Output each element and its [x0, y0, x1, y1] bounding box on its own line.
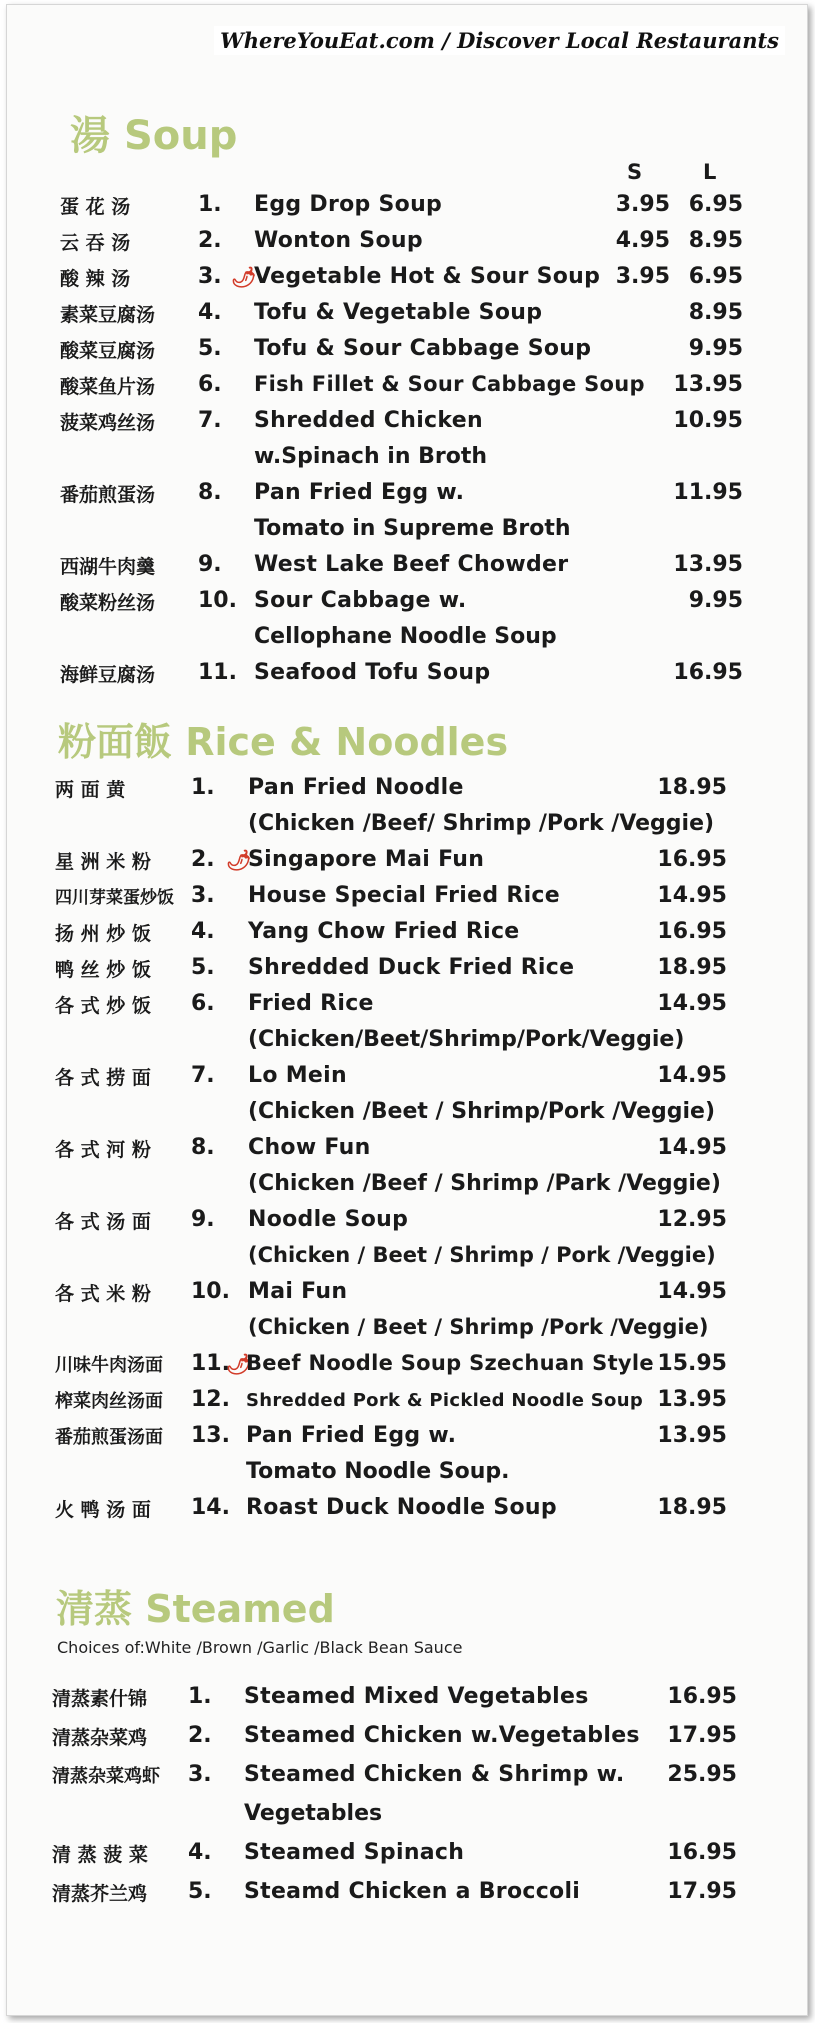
item-number: 10.	[198, 588, 237, 613]
item-chinese-name: 清 蒸 菠 菜	[52, 1844, 148, 1866]
item-chinese-name: 各 式 捞 面	[55, 1067, 151, 1089]
item-chinese-name: 蛋 花 汤	[60, 196, 131, 218]
item-chinese-name: 两 面 黄	[55, 779, 126, 801]
menu-item	[0, 1063, 815, 1099]
item-number: 8.	[191, 1135, 215, 1160]
menu-item	[0, 1207, 815, 1243]
item-name: Tofu & Vegetable Soup	[254, 300, 543, 325]
item-price: 14.95	[657, 991, 727, 1016]
menu-item	[0, 1879, 815, 1915]
menu-item	[0, 1135, 815, 1171]
item-name-continued: Tomato in Supreme Broth	[254, 516, 571, 541]
item-number: 3.	[191, 883, 215, 908]
item-name-continued: (Chicken/Beet/Shrimp/Pork/Veggie)	[248, 1027, 685, 1052]
item-price: 18.95	[657, 775, 727, 800]
site-watermark: WhereYouEat.com / Discover Local Restaurants	[214, 26, 785, 55]
item-price-small: 3.95	[615, 192, 670, 217]
menu-item	[0, 552, 815, 588]
item-chinese-name: 酸菜鱼片汤	[60, 376, 156, 398]
item-name: Steamed Chicken w.Vegetables	[244, 1723, 640, 1748]
item-chinese-name: 各 式 河 粉	[55, 1139, 151, 1161]
noodles-title-zh: 粉面飯	[58, 719, 173, 764]
item-price: 16.95	[657, 919, 727, 944]
item-number: 2.	[188, 1723, 212, 1748]
item-number: 5.	[198, 336, 222, 361]
item-number: 10.	[191, 1279, 230, 1304]
item-price-large: 11.95	[673, 480, 743, 505]
item-name: Noodle Soup	[248, 1207, 409, 1232]
menu-item	[0, 480, 815, 516]
item-price-small: 4.95	[615, 228, 670, 253]
item-price: 14.95	[657, 1279, 727, 1304]
item-price-large: 6.95	[688, 264, 743, 289]
soup-title-en: Soup	[123, 113, 238, 159]
item-name: Shredded Pork & Pickled Noodle Soup	[246, 1390, 644, 1411]
menu-item	[0, 1495, 815, 1531]
item-name: Singapore Mai Fun	[248, 847, 485, 872]
item-name-continued: (Chicken /Beef / Shrimp /Park /Veggie)	[248, 1171, 721, 1196]
item-name: Mai Fun	[248, 1279, 348, 1304]
item-name-continued: (Chicken / Beet / Shrimp /Pork /Veggie)	[248, 1315, 709, 1339]
menu-item	[0, 192, 815, 228]
item-chinese-name: 星 洲 米 粉	[55, 851, 151, 873]
item-chinese-name: 火 鸭 汤 面	[55, 1499, 151, 1521]
item-number: 3.	[198, 264, 222, 289]
item-number: 14.	[191, 1495, 230, 1520]
item-name-continued: w.Spinach in Broth	[254, 444, 488, 469]
item-number: 4.	[188, 1840, 212, 1865]
item-chinese-name: 西湖牛肉羹	[60, 556, 156, 578]
size-small-header: S	[627, 160, 643, 184]
menu-item	[0, 883, 815, 919]
item-number: 2.	[198, 228, 222, 253]
menu-item	[0, 300, 815, 336]
item-price-large: 13.95	[673, 552, 743, 577]
item-chinese-name: 清蒸素什锦	[52, 1688, 148, 1710]
item-price: 16.95	[657, 847, 727, 872]
noodles-section-title	[58, 711, 508, 766]
item-chinese-name: 榨菜肉丝汤面	[55, 1391, 163, 1412]
menu-item	[0, 1762, 815, 1798]
item-number: 3.	[188, 1762, 212, 1787]
item-price-large: 13.95	[673, 372, 743, 397]
item-name-continued: Tomato Noodle Soup.	[246, 1459, 510, 1484]
item-chinese-name: 鸭 丝 炒 饭	[55, 959, 151, 981]
steamed-title-zh: 清蒸	[56, 1586, 133, 1631]
item-price-large: 9.95	[688, 336, 743, 361]
sauce-choices-note: Choices of:White /Brown /Garlic /Black Bean Sauce	[57, 1638, 463, 1657]
item-number: 6.	[191, 991, 215, 1016]
item-number: 11.	[191, 1351, 230, 1376]
item-number: 7.	[198, 408, 222, 433]
item-price-large: 8.95	[688, 300, 743, 325]
item-chinese-name: 各 式 炒 饭	[55, 995, 151, 1017]
item-name: Chow Fun	[248, 1135, 371, 1160]
item-name: Sour Cabbage w.	[254, 588, 467, 613]
menu-item	[0, 1279, 815, 1315]
item-name-continued: (Chicken /Beef/ Shrimp /Pork /Veggie)	[248, 811, 715, 836]
item-name: Steamed Chicken & Shrimp w.	[244, 1762, 625, 1787]
item-chinese-name: 各 式 汤 面	[55, 1211, 151, 1233]
item-chinese-name: 菠菜鸡丝汤	[60, 412, 156, 434]
item-name: House Special Fried Rice	[248, 883, 560, 908]
item-price: 18.95	[657, 955, 727, 980]
menu-item	[0, 408, 815, 444]
item-chinese-name: 清蒸芥兰鸡	[52, 1883, 148, 1905]
item-chinese-name: 番茄煎蛋汤	[60, 484, 156, 506]
menu-item	[0, 1423, 815, 1459]
menu-item	[0, 991, 815, 1027]
item-name-continued: (Chicken / Beet / Shrimp / Pork /Veggie)	[248, 1243, 716, 1267]
item-number: 1.	[198, 192, 222, 217]
item-name: Seafood Tofu Soup	[254, 660, 491, 685]
menu-item	[0, 1723, 815, 1759]
item-name: Yang Chow Fried Rice	[248, 919, 520, 944]
item-chinese-name: 扬 州 炒 饭	[55, 923, 151, 945]
item-name: Steamed Mixed Vegetables	[244, 1684, 589, 1709]
item-chinese-name: 海鲜豆腐汤	[60, 664, 156, 686]
steamed-section-title	[56, 1578, 335, 1633]
item-number: 9.	[191, 1207, 215, 1232]
item-number: 4.	[191, 919, 215, 944]
item-price-large: 8.95	[688, 228, 743, 253]
item-price: 15.95	[657, 1351, 727, 1376]
chili-pepper-icon: 🌶︎	[226, 1352, 252, 1376]
item-number: 4.	[198, 300, 222, 325]
item-name: Shredded Chicken	[254, 408, 483, 433]
menu-item	[0, 847, 815, 883]
item-number: 11.	[198, 660, 237, 685]
item-price: 14.95	[657, 1063, 727, 1088]
menu-item	[0, 955, 815, 991]
soup-title-zh: 湯	[70, 112, 110, 159]
item-name: Tofu & Sour Cabbage Soup	[254, 336, 592, 361]
item-price: 25.95	[667, 1762, 737, 1787]
chili-pepper-icon: 🌶︎	[226, 848, 252, 872]
item-number: 2.	[191, 847, 215, 872]
item-price-large: 6.95	[688, 192, 743, 217]
item-name: Pan Fried Egg w.	[254, 480, 465, 505]
item-price-small: 3.95	[615, 264, 670, 289]
item-chinese-name: 四川芽菜蛋炒饭	[55, 888, 174, 908]
item-name: Roast Duck Noodle Soup	[246, 1495, 557, 1520]
item-number: 5.	[191, 955, 215, 980]
menu-item	[0, 228, 815, 264]
item-price-large: 9.95	[688, 588, 743, 613]
menu-item	[0, 919, 815, 955]
item-price-large: 10.95	[673, 408, 743, 433]
item-chinese-name: 川味牛肉汤面	[55, 1355, 163, 1376]
item-number: 6.	[198, 372, 222, 397]
menu-item	[0, 264, 815, 300]
item-name: Pan Fried Noodle	[248, 775, 464, 800]
item-name: Shredded Duck Fried Rice	[248, 955, 575, 980]
item-name: Fried Rice	[248, 991, 374, 1016]
menu-item	[0, 372, 815, 408]
item-name-continued: Vegetables	[244, 1801, 383, 1826]
item-name-continued: Cellophane Noodle Soup	[254, 624, 557, 649]
item-price: 18.95	[657, 1495, 727, 1520]
soup-section-title	[70, 104, 237, 161]
item-chinese-name: 酸 辣 汤	[60, 268, 131, 290]
item-number: 13.	[191, 1423, 230, 1448]
item-chinese-name: 清蒸杂菜鸡	[52, 1727, 148, 1749]
item-number: 8.	[198, 480, 222, 505]
item-price: 17.95	[667, 1723, 737, 1748]
menu-item	[0, 660, 815, 696]
item-name: Lo Mein	[248, 1063, 347, 1088]
item-name: Steamed Spinach	[244, 1840, 465, 1865]
item-number: 5.	[188, 1879, 212, 1904]
size-large-header: L	[703, 160, 717, 184]
menu-item	[0, 1387, 815, 1423]
item-number: 12.	[191, 1387, 230, 1412]
item-price: 12.95	[657, 1207, 727, 1232]
menu-item	[0, 336, 815, 372]
item-chinese-name: 番茄煎蛋汤面	[55, 1427, 163, 1448]
item-name: Pan Fried Egg w.	[246, 1423, 457, 1448]
item-price-large: 16.95	[673, 660, 743, 685]
item-price: 16.95	[667, 1684, 737, 1709]
item-name: Steamd Chicken a Broccoli	[244, 1879, 581, 1904]
menu-item	[0, 775, 815, 811]
item-price: 13.95	[657, 1423, 727, 1448]
noodles-title-en: Rice & Noodles	[185, 720, 509, 764]
item-chinese-name: 云 吞 汤	[60, 232, 131, 254]
chili-pepper-icon: 🌶︎	[231, 265, 257, 289]
item-name: Beef Noodle Soup Szechuan Style	[246, 1351, 654, 1375]
item-name: Egg Drop Soup	[254, 192, 443, 217]
item-name: Vegetable Hot & Sour Soup	[254, 264, 601, 289]
item-name: West Lake Beef Chowder	[254, 552, 569, 577]
item-price: 16.95	[667, 1840, 737, 1865]
item-chinese-name: 酸菜粉丝汤	[60, 592, 156, 614]
item-chinese-name: 酸菜豆腐汤	[60, 340, 156, 362]
item-number: 9.	[198, 552, 222, 577]
item-number: 1.	[191, 775, 215, 800]
item-chinese-name: 清蒸杂菜鸡虾	[52, 1766, 160, 1787]
menu-item	[0, 588, 815, 624]
steamed-title-en: Steamed	[145, 1587, 335, 1631]
item-name-continued: (Chicken /Beet / Shrimp/Pork /Veggie)	[248, 1099, 716, 1124]
item-price: 13.95	[657, 1387, 727, 1412]
menu-item	[0, 1840, 815, 1876]
item-chinese-name: 各 式 米 粉	[55, 1283, 151, 1305]
item-chinese-name: 素菜豆腐汤	[60, 304, 156, 326]
menu-item	[0, 1684, 815, 1720]
item-name: Fish Fillet & Sour Cabbage Soup	[254, 372, 645, 396]
item-price: 17.95	[667, 1879, 737, 1904]
item-name: Wonton Soup	[254, 228, 423, 253]
item-price: 14.95	[657, 1135, 727, 1160]
menu-item	[0, 1351, 815, 1387]
item-price: 14.95	[657, 883, 727, 908]
item-number: 7.	[191, 1063, 215, 1088]
item-number: 1.	[188, 1684, 212, 1709]
